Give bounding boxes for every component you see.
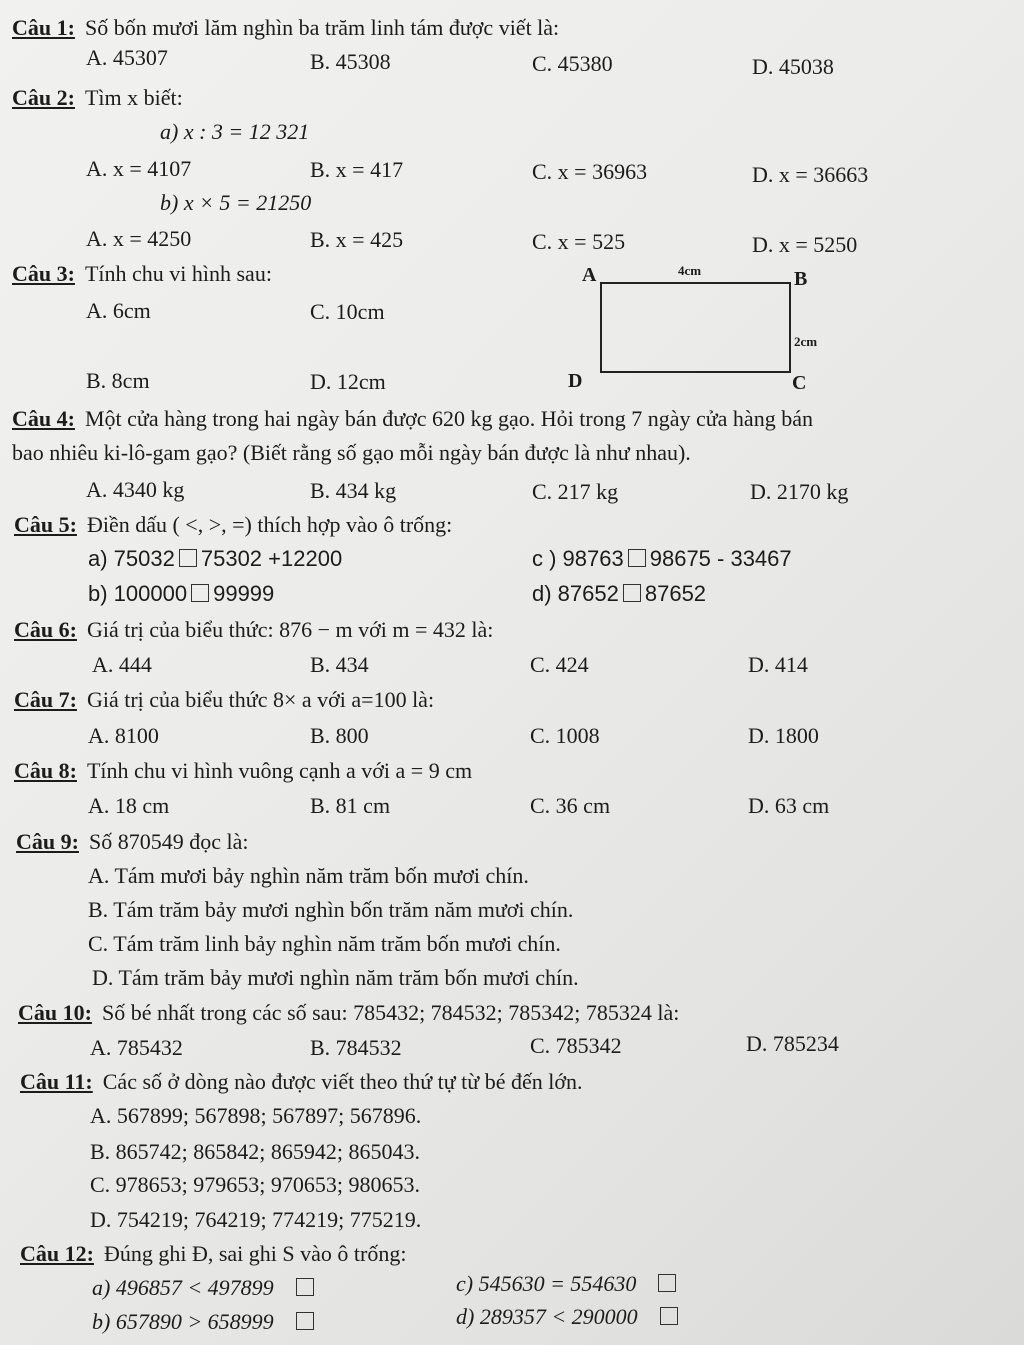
q10-option-d: D. 785234 bbox=[746, 1031, 839, 1056]
vertex-c: C bbox=[792, 372, 807, 394]
q5a-right: 75302 +12200 bbox=[200, 546, 343, 571]
question-10-text: Số bé nhất trong các số sau: 785432; 784532; 785342; 785324 là: bbox=[101, 1000, 680, 1025]
q12d-text: d) 289357 < 290000 bbox=[456, 1304, 638, 1329]
q12b-text: b) 657890 > 658999 bbox=[92, 1309, 274, 1334]
q5d-right: 87652 bbox=[644, 581, 707, 606]
q4-option-a: A. 4340 kg bbox=[86, 477, 185, 502]
q2a-option-b: B. x = 417 bbox=[310, 157, 404, 182]
question-7-text: Giá trị của biểu thức 8× a với a=100 là: bbox=[86, 687, 435, 712]
answer-box[interactable] bbox=[623, 584, 641, 602]
question-2-label: Câu 2: bbox=[12, 85, 75, 110]
q9-option-b: B. Tám trăm bảy mươi nghìn bốn trăm năm mươi chín. bbox=[88, 897, 574, 922]
q2b-option-a: A. x = 4250 bbox=[86, 226, 192, 251]
q2a-option-d: D. x = 36663 bbox=[752, 162, 869, 187]
q9-option-a: A. Tám mươi bảy nghìn năm trăm bốn mươi chín. bbox=[88, 863, 529, 888]
question-10-label: Câu 10: bbox=[18, 1000, 92, 1025]
q5a-left: a) 75032 bbox=[88, 546, 175, 571]
q2-part-b: b) x × 5 = 21250 bbox=[160, 190, 312, 215]
question-5-label: Câu 5: bbox=[14, 512, 77, 537]
question-7 bbox=[14, 686, 434, 714]
answer-box[interactable] bbox=[658, 1274, 676, 1292]
question-6-label: Câu 6: bbox=[14, 617, 77, 642]
question-4-text: Một cửa hàng trong hai ngày bán được 620 kg gạo. Hỏi trong 7 ngày cửa hàng bán bbox=[84, 406, 813, 431]
question-5 bbox=[14, 511, 452, 539]
q5c-right: 98675 - 33467 bbox=[649, 546, 792, 571]
answer-box[interactable] bbox=[296, 1312, 314, 1330]
q7-option-c: C. 1008 bbox=[530, 723, 600, 748]
q12-row-b bbox=[92, 1308, 318, 1336]
q12c-text: c) 545630 = 554630 bbox=[456, 1271, 637, 1296]
question-2 bbox=[12, 84, 183, 112]
q10-option-b: B. 784532 bbox=[310, 1035, 402, 1060]
q8-option-d: D. 63 cm bbox=[748, 793, 830, 818]
question-9-text: Số 870549 đọc là: bbox=[88, 829, 249, 854]
question-10 bbox=[18, 999, 679, 1027]
question-8-label: Câu 8: bbox=[14, 758, 77, 783]
q1-option-a: A. 45307 bbox=[86, 45, 168, 70]
q11-option-c: C. 978653; 979653; 970653; 980653. bbox=[90, 1172, 421, 1197]
question-1 bbox=[12, 14, 559, 42]
top-side-length: 4cm bbox=[678, 263, 702, 278]
answer-box[interactable] bbox=[628, 549, 646, 567]
q5d-left: d) 87652 bbox=[532, 581, 619, 606]
question-1-label: Câu 1: bbox=[12, 15, 75, 40]
question-12-label: Câu 12: bbox=[20, 1241, 94, 1266]
q7-option-a: A. 8100 bbox=[88, 723, 159, 748]
answer-box[interactable] bbox=[179, 549, 197, 567]
question-12-text: Đúng ghi Đ, sai ghi S vào ô trống: bbox=[103, 1241, 407, 1266]
question-1-text: Số bốn mươi lăm nghìn ba trăm linh tám được viết là: bbox=[84, 15, 560, 40]
q10-option-a: A. 785432 bbox=[90, 1035, 183, 1060]
question-6 bbox=[14, 616, 493, 644]
q11-option-d: D. 754219; 764219; 774219; 775219. bbox=[90, 1207, 422, 1232]
answer-box[interactable] bbox=[191, 584, 209, 602]
q8-option-b: B. 81 cm bbox=[310, 793, 391, 818]
q1-option-b: B. 45308 bbox=[310, 49, 391, 74]
question-12 bbox=[20, 1240, 406, 1268]
q5-row-c bbox=[532, 545, 792, 573]
q7-option-d: D. 1800 bbox=[748, 723, 819, 748]
q3-option-b: B. 8cm bbox=[86, 368, 150, 393]
question-11-text: Các số ở dòng nào được viết theo thứ tự từ bé đến lớn. bbox=[102, 1069, 583, 1094]
q5b-right: 99999 bbox=[213, 581, 275, 606]
q9-option-c: C. Tám trăm linh bảy nghìn năm trăm bốn mươi chín. bbox=[88, 931, 561, 956]
q4-option-c: C. 217 kg bbox=[532, 479, 619, 504]
vertex-d: D bbox=[568, 370, 583, 392]
q5-row-a bbox=[88, 545, 342, 573]
answer-box[interactable] bbox=[660, 1307, 678, 1325]
right-side-length: 2cm bbox=[794, 334, 818, 349]
q11-option-b: B. 865742; 865842; 865942; 865043. bbox=[90, 1139, 421, 1164]
question-3-text: Tính chu vi hình sau: bbox=[84, 261, 272, 286]
answer-box[interactable] bbox=[296, 1278, 314, 1296]
q9-option-d: D. Tám trăm bảy mươi nghìn năm trăm bốn mươi chín. bbox=[92, 965, 579, 990]
q11-option-a: A. 567899; 567898; 567897; 567896. bbox=[90, 1103, 422, 1128]
q6-option-d: D. 414 bbox=[748, 652, 808, 677]
question-4 bbox=[12, 405, 813, 433]
rectangle-figure bbox=[600, 282, 791, 373]
question-8 bbox=[14, 757, 472, 785]
q4-option-b: B. 434 kg bbox=[310, 478, 397, 503]
q10-option-c: C. 785342 bbox=[530, 1033, 622, 1058]
question-6-text: Giá trị của biểu thức: 876 − m với m = 432 là: bbox=[86, 617, 494, 642]
question-8-text: Tính chu vi hình vuông cạnh a với a = 9 cm bbox=[86, 758, 473, 783]
q3-option-a: A. 6cm bbox=[86, 298, 151, 323]
q2b-option-b: B. x = 425 bbox=[310, 227, 404, 252]
q2b-option-c: C. x = 525 bbox=[532, 229, 626, 254]
question-9 bbox=[16, 828, 248, 856]
q4-option-d: D. 2170 kg bbox=[750, 479, 849, 504]
question-7-label: Câu 7: bbox=[14, 687, 77, 712]
question-2-text: Tìm x biết: bbox=[84, 85, 183, 110]
q1-option-d: D. 45038 bbox=[752, 54, 834, 79]
question-11 bbox=[20, 1068, 583, 1096]
q5b-left: b) 100000 bbox=[88, 581, 188, 606]
q5c-left: c ) 98763 bbox=[532, 546, 624, 571]
q8-option-c: C. 36 cm bbox=[530, 793, 611, 818]
question-9-label: Câu 9: bbox=[16, 829, 79, 854]
q2b-option-d: D. x = 5250 bbox=[752, 232, 858, 257]
q12-row-c bbox=[456, 1270, 680, 1298]
question-3-label: Câu 3: bbox=[12, 261, 75, 286]
question-5-text: Điền dấu ( <, >, =) thích hợp vào ô trống: bbox=[86, 512, 453, 537]
vertex-b: B bbox=[794, 268, 808, 290]
vertex-a: A bbox=[582, 264, 597, 286]
q5-row-b bbox=[88, 580, 274, 608]
q5-row-d bbox=[532, 580, 706, 608]
q7-option-b: B. 800 bbox=[310, 723, 369, 748]
question-4-label: Câu 4: bbox=[12, 406, 75, 431]
q3-option-d: D. 12cm bbox=[310, 369, 386, 394]
question-3 bbox=[12, 260, 272, 288]
q2a-option-c: C. x = 36963 bbox=[532, 159, 648, 184]
q12-row-a bbox=[92, 1274, 318, 1302]
q3-option-c: C. 10cm bbox=[310, 299, 385, 324]
question-4-text-cont: bao nhiêu ki-lô-gam gạo? (Biết rằng số gạo mỗi ngày bán được là như nhau). bbox=[12, 440, 691, 465]
question-11-label: Câu 11: bbox=[20, 1069, 93, 1094]
q8-option-a: A. 18 cm bbox=[88, 793, 170, 818]
q12-row-d bbox=[456, 1303, 682, 1331]
q6-option-a: A. 444 bbox=[92, 652, 152, 677]
q2a-option-a: A. x = 4107 bbox=[86, 156, 192, 181]
q6-option-b: B. 434 bbox=[310, 652, 369, 677]
q6-option-c: C. 424 bbox=[530, 652, 589, 677]
q12a-text: a) 496857 < 497899 bbox=[92, 1275, 274, 1300]
q2-part-a: a) x : 3 = 12 321 bbox=[160, 119, 310, 144]
q1-option-c: C. 45380 bbox=[532, 51, 613, 76]
